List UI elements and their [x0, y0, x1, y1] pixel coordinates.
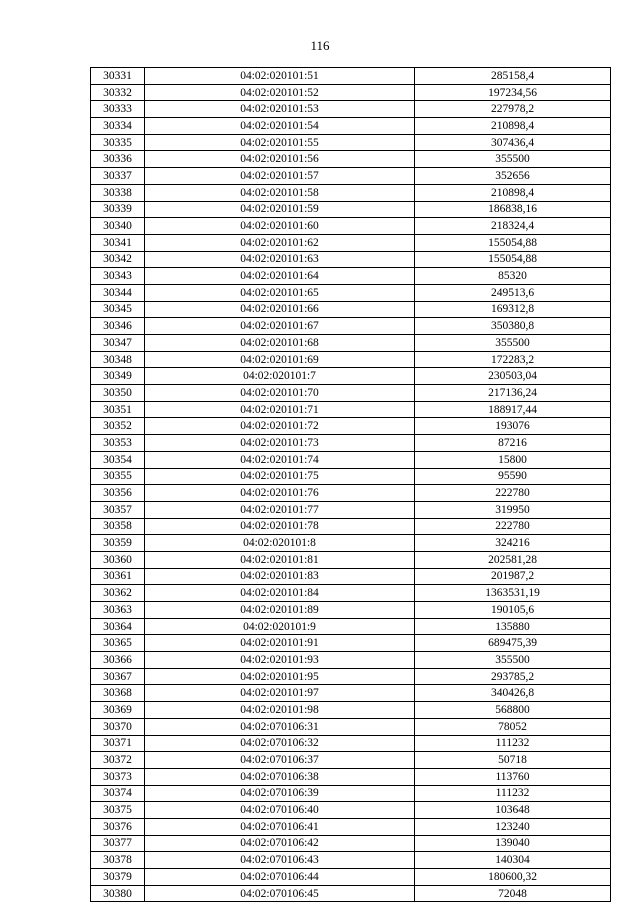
- row-number-cell: 30337: [91, 168, 145, 185]
- table-row: [91, 618, 611, 635]
- table-row: [91, 718, 611, 735]
- row-number-cell: 30370: [91, 718, 145, 735]
- value-cell: 222780: [415, 485, 611, 502]
- table-row: [91, 885, 611, 902]
- cadastral-number-cell: 04:02:020101:77: [145, 501, 415, 518]
- table-row: [91, 318, 611, 335]
- row-number-cell: 30345: [91, 301, 145, 318]
- value-cell: 135880: [415, 618, 611, 635]
- table-row: [91, 134, 611, 151]
- row-number-cell: 30376: [91, 818, 145, 835]
- value-cell: 355500: [415, 151, 611, 168]
- value-cell: 355500: [415, 335, 611, 352]
- cadastral-number-cell: 04:02:020101:8: [145, 535, 415, 552]
- page-number: 116: [310, 38, 330, 53]
- value-cell: 85320: [415, 268, 611, 285]
- value-cell: 72048: [415, 885, 611, 902]
- table-row: [91, 451, 611, 468]
- table-row: [91, 101, 611, 118]
- value-cell: 139040: [415, 835, 611, 852]
- row-number-cell: 30347: [91, 335, 145, 352]
- cadastral-number-cell: 04:02:020101:64: [145, 268, 415, 285]
- row-number-cell: 30341: [91, 234, 145, 251]
- table-row: [91, 151, 611, 168]
- cadastral-number-cell: 04:02:070106:44: [145, 869, 415, 886]
- row-number-cell: 30364: [91, 618, 145, 635]
- value-cell: 111232: [415, 785, 611, 802]
- table-row: [91, 652, 611, 669]
- value-cell: 113760: [415, 768, 611, 785]
- value-cell: 217136,24: [415, 385, 611, 402]
- row-number-cell: 30346: [91, 318, 145, 335]
- value-cell: 190105,6: [415, 602, 611, 619]
- cadastral-number-cell: 04:02:020101:93: [145, 652, 415, 669]
- value-cell: 180600,32: [415, 869, 611, 886]
- value-cell: 155054,88: [415, 251, 611, 268]
- cadastral-number-cell: 04:02:020101:63: [145, 251, 415, 268]
- row-number-cell: 30351: [91, 401, 145, 418]
- cadastral-number-cell: 04:02:020101:98: [145, 702, 415, 719]
- value-cell: 78052: [415, 718, 611, 735]
- cadastral-number-cell: 04:02:020101:52: [145, 84, 415, 101]
- row-number-cell: 30342: [91, 251, 145, 268]
- value-cell: 193076: [415, 418, 611, 435]
- cadastral-number-cell: 04:02:020101:57: [145, 168, 415, 185]
- table-row: [91, 251, 611, 268]
- row-number-cell: 30350: [91, 385, 145, 402]
- value-cell: 1363531,19: [415, 585, 611, 602]
- table-row: [91, 401, 611, 418]
- table-row: [91, 368, 611, 385]
- row-number-cell: 30358: [91, 518, 145, 535]
- value-cell: 169312,8: [415, 301, 611, 318]
- row-number-cell: 30352: [91, 418, 145, 435]
- row-number-cell: 30362: [91, 585, 145, 602]
- row-number-cell: 30365: [91, 635, 145, 652]
- cadastral-number-cell: 04:02:020101:53: [145, 101, 415, 118]
- cadastral-number-cell: 04:02:020101:7: [145, 368, 415, 385]
- value-cell: 222780: [415, 518, 611, 535]
- cadastral-number-cell: 04:02:070106:41: [145, 818, 415, 835]
- row-number-cell: 30357: [91, 501, 145, 518]
- table-row: [91, 435, 611, 452]
- value-cell: 324216: [415, 535, 611, 552]
- table-row: [91, 485, 611, 502]
- cadastral-number-cell: 04:02:020101:72: [145, 418, 415, 435]
- table-row: [91, 418, 611, 435]
- cadastral-number-cell: 04:02:020101:51: [145, 68, 415, 85]
- row-number-cell: 30378: [91, 852, 145, 869]
- table-row: [91, 551, 611, 568]
- cadastral-number-cell: 04:02:070106:42: [145, 835, 415, 852]
- value-cell: 87216: [415, 435, 611, 452]
- value-cell: 307436,4: [415, 134, 611, 151]
- table-row: [91, 218, 611, 235]
- table-row: [91, 818, 611, 835]
- cadastral-number-cell: 04:02:070106:38: [145, 768, 415, 785]
- row-number-cell: 30340: [91, 218, 145, 235]
- table-row: [91, 685, 611, 702]
- value-cell: 227978,2: [415, 101, 611, 118]
- cadastral-number-cell: 04:02:020101:73: [145, 435, 415, 452]
- row-number-cell: 30374: [91, 785, 145, 802]
- cadastral-number-cell: 04:02:070106:37: [145, 752, 415, 769]
- cadastral-number-cell: 04:02:020101:89: [145, 602, 415, 619]
- row-number-cell: 30344: [91, 284, 145, 301]
- cadastral-number-cell: 04:02:070106:45: [145, 885, 415, 902]
- value-cell: 50718: [415, 752, 611, 769]
- value-cell: 568800: [415, 702, 611, 719]
- value-cell: 218324,4: [415, 218, 611, 235]
- cadastral-number-cell: 04:02:020101:55: [145, 134, 415, 151]
- table-row: [91, 785, 611, 802]
- table-row: [91, 768, 611, 785]
- cadastral-number-cell: 04:02:020101:60: [145, 218, 415, 235]
- row-number-cell: 30343: [91, 268, 145, 285]
- table-row: [91, 835, 611, 852]
- cadastral-number-cell: 04:02:020101:91: [145, 635, 415, 652]
- cadastral-number-cell: 04:02:020101:75: [145, 468, 415, 485]
- row-number-cell: 30334: [91, 118, 145, 135]
- row-number-cell: 30355: [91, 468, 145, 485]
- value-cell: 319950: [415, 501, 611, 518]
- cadastral-number-cell: 04:02:020101:65: [145, 284, 415, 301]
- value-cell: 350380,8: [415, 318, 611, 335]
- table-row: [91, 585, 611, 602]
- cadastral-number-cell: 04:02:020101:97: [145, 685, 415, 702]
- registry-table: [90, 67, 611, 902]
- table-row: [91, 518, 611, 535]
- value-cell: 210898,4: [415, 118, 611, 135]
- row-number-cell: 30380: [91, 885, 145, 902]
- value-cell: 111232: [415, 735, 611, 752]
- row-number-cell: 30338: [91, 184, 145, 201]
- table-row: [91, 735, 611, 752]
- row-number-cell: 30349: [91, 368, 145, 385]
- table-row: [91, 168, 611, 185]
- cadastral-number-cell: 04:02:020101:84: [145, 585, 415, 602]
- row-number-cell: 30356: [91, 485, 145, 502]
- value-cell: 172283,2: [415, 351, 611, 368]
- value-cell: 202581,28: [415, 551, 611, 568]
- table-row: [91, 118, 611, 135]
- value-cell: 352656: [415, 168, 611, 185]
- value-cell: 293785,2: [415, 668, 611, 685]
- value-cell: 123240: [415, 818, 611, 835]
- cadastral-number-cell: 04:02:020101:54: [145, 118, 415, 135]
- table-row: [91, 268, 611, 285]
- value-cell: 140304: [415, 852, 611, 869]
- table-row: [91, 802, 611, 819]
- value-cell: 340426,8: [415, 685, 611, 702]
- row-number-cell: 30369: [91, 702, 145, 719]
- row-number-cell: 30353: [91, 435, 145, 452]
- cadastral-number-cell: 04:02:070106:40: [145, 802, 415, 819]
- table-row: [91, 184, 611, 201]
- table-row: [91, 335, 611, 352]
- value-cell: 186838,16: [415, 201, 611, 218]
- value-cell: 249513,6: [415, 284, 611, 301]
- row-number-cell: 30360: [91, 551, 145, 568]
- cadastral-number-cell: 04:02:070106:31: [145, 718, 415, 735]
- row-number-cell: 30339: [91, 201, 145, 218]
- table-row: [91, 702, 611, 719]
- row-number-cell: 30354: [91, 451, 145, 468]
- cadastral-number-cell: 04:02:020101:9: [145, 618, 415, 635]
- row-number-cell: 30366: [91, 652, 145, 669]
- table-row: [91, 568, 611, 585]
- row-number-cell: 30368: [91, 685, 145, 702]
- table-row: [91, 635, 611, 652]
- value-cell: 355500: [415, 652, 611, 669]
- table-row: [91, 668, 611, 685]
- row-number-cell: 30332: [91, 84, 145, 101]
- table-row: [91, 68, 611, 85]
- table-row: [91, 752, 611, 769]
- value-cell: 103648: [415, 802, 611, 819]
- table-row: [91, 602, 611, 619]
- value-cell: 201987,2: [415, 568, 611, 585]
- value-cell: 230503,04: [415, 368, 611, 385]
- row-number-cell: 30359: [91, 535, 145, 552]
- cadastral-number-cell: 04:02:020101:59: [145, 201, 415, 218]
- row-number-cell: 30348: [91, 351, 145, 368]
- table-row: [91, 284, 611, 301]
- cadastral-number-cell: 04:02:020101:62: [145, 234, 415, 251]
- table-row: [91, 501, 611, 518]
- cadastral-number-cell: 04:02:020101:67: [145, 318, 415, 335]
- cadastral-number-cell: 04:02:020101:71: [145, 401, 415, 418]
- registry-table-body: [91, 68, 611, 902]
- table-row: [91, 234, 611, 251]
- value-cell: 689475,39: [415, 635, 611, 652]
- cadastral-number-cell: 04:02:070106:32: [145, 735, 415, 752]
- value-cell: 95590: [415, 468, 611, 485]
- row-number-cell: 30333: [91, 101, 145, 118]
- row-number-cell: 30367: [91, 668, 145, 685]
- row-number-cell: 30331: [91, 68, 145, 85]
- row-number-cell: 30335: [91, 134, 145, 151]
- row-number-cell: 30361: [91, 568, 145, 585]
- cadastral-number-cell: 04:02:020101:95: [145, 668, 415, 685]
- row-number-cell: 30377: [91, 835, 145, 852]
- table-row: [91, 201, 611, 218]
- cadastral-number-cell: 04:02:020101:70: [145, 385, 415, 402]
- cadastral-number-cell: 04:02:070106:43: [145, 852, 415, 869]
- cadastral-number-cell: 04:02:020101:56: [145, 151, 415, 168]
- value-cell: 197234,56: [415, 84, 611, 101]
- row-number-cell: 30379: [91, 869, 145, 886]
- cadastral-number-cell: 04:02:020101:69: [145, 351, 415, 368]
- cadastral-number-cell: 04:02:020101:76: [145, 485, 415, 502]
- table-row: [91, 869, 611, 886]
- cadastral-number-cell: 04:02:020101:68: [145, 335, 415, 352]
- row-number-cell: 30373: [91, 768, 145, 785]
- row-number-cell: 30363: [91, 602, 145, 619]
- row-number-cell: 30371: [91, 735, 145, 752]
- cadastral-number-cell: 04:02:020101:83: [145, 568, 415, 585]
- table-row: [91, 351, 611, 368]
- row-number-cell: 30372: [91, 752, 145, 769]
- row-number-cell: 30336: [91, 151, 145, 168]
- cadastral-number-cell: 04:02:020101:66: [145, 301, 415, 318]
- value-cell: 285158,4: [415, 68, 611, 85]
- cadastral-number-cell: 04:02:020101:81: [145, 551, 415, 568]
- table-row: [91, 385, 611, 402]
- table-row: [91, 84, 611, 101]
- value-cell: 188917,44: [415, 401, 611, 418]
- table-row: [91, 468, 611, 485]
- cadastral-number-cell: 04:02:020101:58: [145, 184, 415, 201]
- cadastral-number-cell: 04:02:020101:74: [145, 451, 415, 468]
- value-cell: 210898,4: [415, 184, 611, 201]
- value-cell: 155054,88: [415, 234, 611, 251]
- value-cell: 15800: [415, 451, 611, 468]
- table-row: [91, 852, 611, 869]
- table-row: [91, 301, 611, 318]
- table-row: [91, 535, 611, 552]
- row-number-cell: 30375: [91, 802, 145, 819]
- cadastral-number-cell: 04:02:020101:78: [145, 518, 415, 535]
- cadastral-number-cell: 04:02:070106:39: [145, 785, 415, 802]
